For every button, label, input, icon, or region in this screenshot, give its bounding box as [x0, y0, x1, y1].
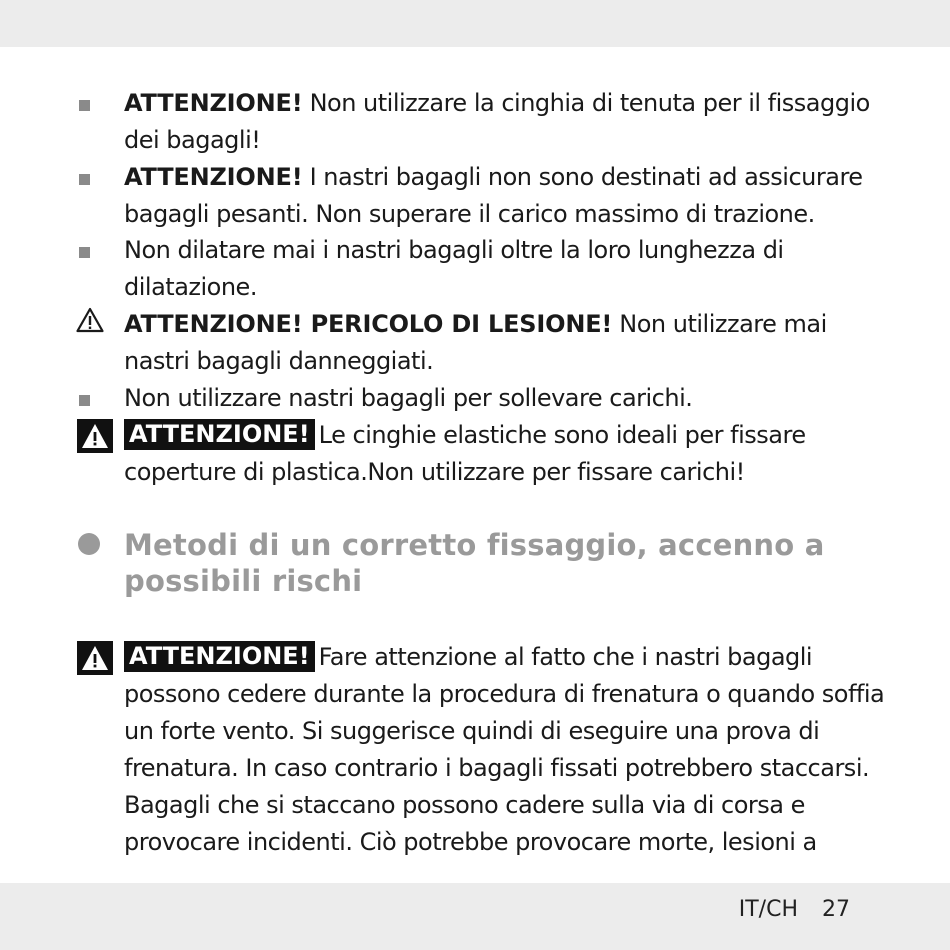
warning-badge: ATTENZIONE!	[124, 641, 315, 672]
bullet-square	[79, 174, 90, 185]
item-text: Non utilizzare mai nastri bagagli danneggiati.	[124, 310, 827, 375]
warning-label: ATTENZIONE! PERICOLO DI LESIONE!	[124, 310, 613, 338]
page-footer	[739, 897, 850, 922]
heading-bullet-dot	[78, 533, 100, 555]
item-text: Le cinghie elastiche sono ideali per fissare coperture di plastica.Non utilizzare per fissare carichi!	[124, 421, 806, 486]
warning-triangle-outline-icon	[76, 307, 104, 333]
item-text: Non dilatare mai i nastri bagagli oltre la loro lunghezza di dilatazione.	[124, 236, 784, 301]
item-text: Non utilizzare la cinghia di tenuta per il fissaggio dei bagagli!	[124, 89, 870, 154]
warning-triangle-filled-icon	[77, 641, 113, 675]
bullet-square	[79, 395, 90, 406]
warning-label: ATTENZIONE!	[124, 89, 303, 117]
top-band	[0, 0, 950, 47]
warning-badge: ATTENZIONE!	[124, 419, 315, 450]
page-number: 27	[822, 897, 850, 922]
warning-label: ATTENZIONE!	[124, 163, 303, 191]
bullet-square	[79, 247, 90, 258]
warning-triangle-filled-icon	[77, 419, 113, 453]
bullet-square	[79, 100, 90, 111]
item-text: I nastri bagagli non sono destinati ad assicurare bagagli pesanti. Non superare il carico massimo di trazione.	[124, 163, 863, 228]
section-heading: Metodi di un corretto fissaggio, accenno a possibili rischi	[124, 528, 825, 598]
item-text: Non utilizzare nastri bagagli per sollevare carichi.	[124, 384, 693, 412]
warning-text: Fare attenzione al fatto che i nastri bagagli possono cedere durante la procedura di frenatura o quando soffia un forte vento. Si suggerisce quindi di eseguire una prova di frenatura. In caso contrario i bagagli fissati potrebbero staccarsi. Bagagli che si staccano possono cadere sulla via di corsa e provocare incidenti. Ciò potrebbe provocare morte, lesioni a	[124, 643, 885, 856]
footer-locale: IT/CH	[738, 897, 798, 922]
